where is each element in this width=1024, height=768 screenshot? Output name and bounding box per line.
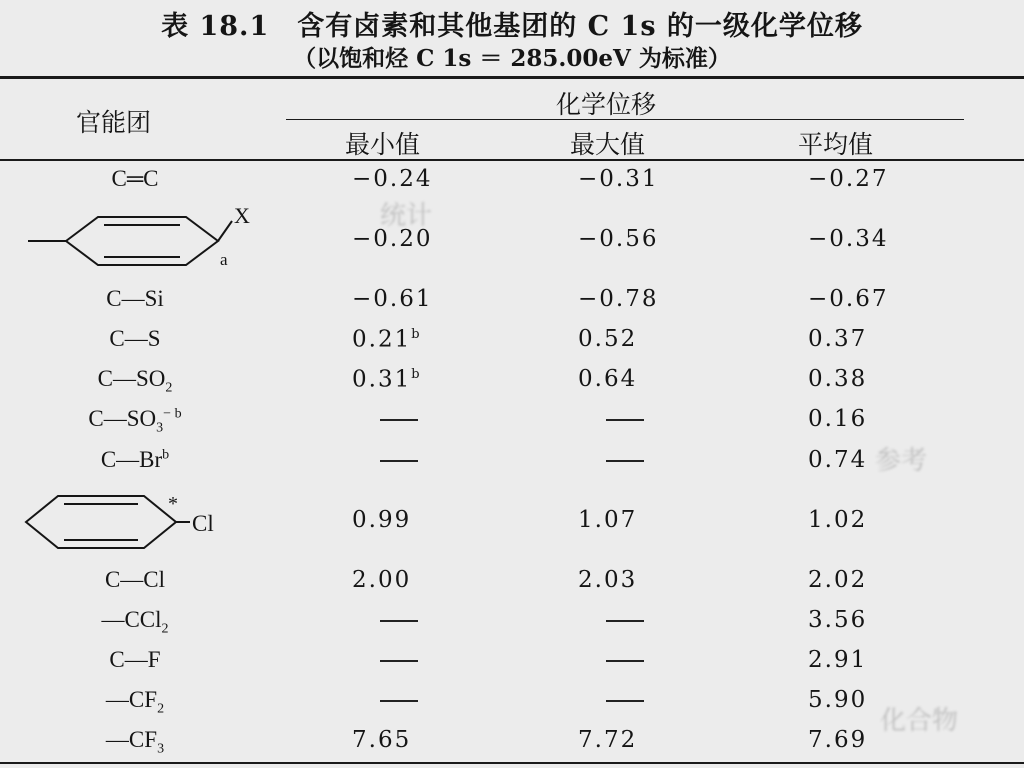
table-title: 表 18.1 含有卤素和其他基团的 C 1s 的一级化学位移	[161, 11, 863, 42]
min-value: −0.20	[352, 226, 433, 252]
top-rule	[0, 76, 1024, 79]
avg-value: 1.02	[808, 507, 868, 533]
avg-value: 0.38	[808, 366, 868, 392]
min-value: −0.61	[352, 286, 433, 312]
min-value	[352, 689, 418, 712]
avg-value: 2.91	[808, 647, 868, 673]
avg-value: 3.56	[808, 607, 868, 633]
header-max: 最大值	[570, 130, 646, 159]
avg-value: 2.02	[808, 567, 868, 593]
avg-value: 7.69	[808, 727, 868, 753]
functional-group: C—S	[109, 326, 161, 351]
empty-dash	[380, 460, 418, 462]
empty-dash	[606, 700, 644, 702]
max-value	[578, 408, 644, 431]
note-a-label: a	[220, 250, 228, 269]
min-value: −0.24	[352, 166, 433, 192]
empty-dash	[606, 419, 644, 421]
avg-value: −0.34	[808, 226, 889, 252]
min-value	[352, 609, 418, 632]
empty-dash	[606, 460, 644, 462]
substituent-x-label: X	[234, 205, 250, 228]
max-value: −0.56	[578, 226, 659, 252]
max-value: 7.72	[578, 727, 638, 753]
functional-group: —CCl$_2$	[101, 607, 169, 637]
min-value	[352, 408, 418, 431]
avg-value: −0.67	[808, 286, 889, 312]
ghost-text-1: 统计	[380, 201, 433, 231]
max-value: −0.78	[578, 286, 659, 312]
header-min: 最小值	[345, 130, 421, 159]
chlorobenzene-structure	[22, 488, 242, 556]
min-value	[352, 649, 418, 672]
empty-dash	[606, 620, 644, 622]
max-value	[578, 689, 644, 712]
header-avg: 平均值	[798, 130, 874, 159]
empty-dash	[380, 419, 418, 421]
functional-group: C—Cl	[104, 567, 166, 592]
max-value	[578, 649, 644, 672]
empty-dash	[606, 660, 644, 662]
avg-value: 0.37	[808, 326, 868, 352]
max-value	[578, 609, 644, 632]
functional-group: $—CF_2$	[105, 687, 165, 717]
min-value	[352, 449, 418, 472]
bottom-rule	[0, 762, 1024, 764]
table-subtitle: （以饱和烃 C 1s ＝ 285.00eV 为标准）	[293, 45, 731, 72]
max-value: −0.31	[578, 166, 659, 192]
functional-group: $C—SO_2$	[97, 366, 173, 396]
max-value: 1.07	[578, 507, 638, 533]
functional-group: C—F	[109, 647, 161, 672]
avg-value: 0.74	[808, 447, 868, 473]
avg-value: 0.16	[808, 406, 868, 432]
max-value: 0.64	[578, 366, 638, 392]
ghost-text-3: 化合物	[880, 706, 959, 736]
functional-group: $—CF_3$	[105, 727, 165, 757]
functional-group: C—Br$^b$	[100, 447, 170, 472]
max-value	[578, 449, 644, 472]
para-substituted-benzene-structure	[20, 205, 260, 277]
min-value: 0.31$^b$	[352, 366, 420, 393]
min-value: 0.99	[352, 507, 412, 533]
min-value: 0.21$^b$	[352, 326, 420, 353]
marked-atom-label: *	[168, 493, 178, 515]
avg-value: 5.90	[808, 687, 868, 713]
max-value: 2.03	[578, 567, 638, 593]
header-functional-group: 官能团	[76, 108, 152, 137]
min-value: 2.00	[352, 567, 412, 593]
empty-dash	[380, 620, 418, 622]
functional-group: C—Si	[106, 286, 164, 311]
empty-dash	[380, 660, 418, 662]
min-value: 7.65	[352, 727, 412, 753]
functional-group: C═C	[111, 166, 159, 191]
ghost-text-2: 参考	[875, 446, 928, 476]
header-chemical-shift: 化学位移	[556, 90, 657, 119]
empty-dash	[380, 700, 418, 702]
functional-group: $C—SO_3^{- b}$	[88, 406, 182, 436]
chlorine-label: Cl	[192, 511, 214, 536]
avg-value: −0.27	[808, 166, 889, 192]
max-value: 0.52	[578, 326, 638, 352]
